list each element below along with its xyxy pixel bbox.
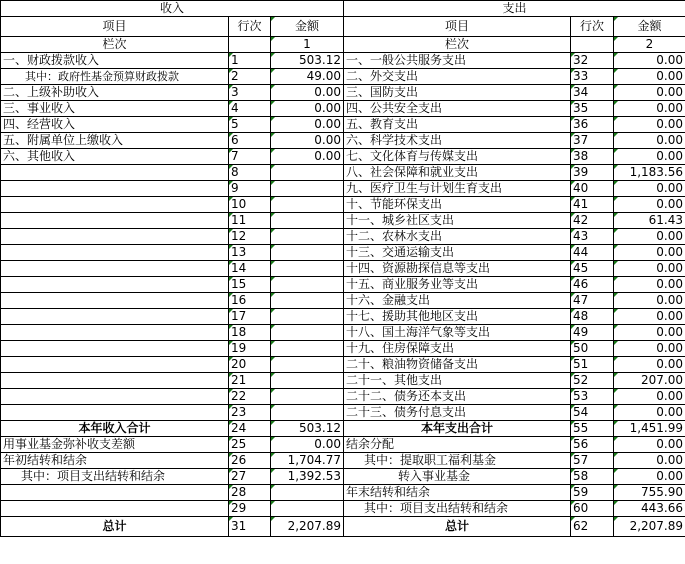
- expense-line-number: 59: [571, 485, 614, 501]
- expense-line-header: 行次: [571, 17, 614, 37]
- income-item: 三、事业收入: [1, 101, 229, 117]
- income-line-number: 15: [229, 277, 271, 293]
- expense-column-label: 栏次: [344, 37, 571, 53]
- income-line-number: 12: [229, 229, 271, 245]
- income-amount: [271, 357, 344, 373]
- table-row: [1, 213, 685, 229]
- income-amount: [271, 261, 344, 277]
- expense-item: 十五、商业服务业等支出: [344, 277, 571, 293]
- income-amount: 0.00: [271, 149, 344, 165]
- income-item: [1, 325, 229, 341]
- expense-line-number: 36: [571, 117, 614, 133]
- income-item: [1, 181, 229, 197]
- income-amount: 1,392.53: [271, 469, 344, 485]
- bottom-rows: [1, 437, 685, 517]
- table-row: [1, 325, 685, 341]
- income-total-amount: 503.12: [271, 421, 344, 437]
- income-amount: [271, 373, 344, 389]
- income-amount: [271, 405, 344, 421]
- expense-line-number: 47: [571, 293, 614, 309]
- table-row: [1, 405, 685, 421]
- income-item: [1, 165, 229, 181]
- table-row: [1, 357, 685, 373]
- grand-total-left-label: 总计: [1, 517, 229, 537]
- expense-line-number: 52: [571, 373, 614, 389]
- income-item: [1, 341, 229, 357]
- income-amount: [271, 245, 344, 261]
- income-line-number: 11: [229, 213, 271, 229]
- expense-item: 年末结转和结余: [344, 485, 571, 501]
- grand-total-right-amount: 2,207.89: [614, 517, 685, 537]
- income-item: 二、上级补助收入: [1, 85, 229, 101]
- expense-amount: 0.00: [614, 229, 685, 245]
- table-row: [1, 293, 685, 309]
- grand-total-left-line: 31: [229, 517, 271, 537]
- table-row: [1, 469, 685, 485]
- expense-column-line-blank: [571, 37, 614, 53]
- table-row: [1, 117, 685, 133]
- income-item: [1, 501, 229, 517]
- income-item: [1, 197, 229, 213]
- income-amount: 0.00: [271, 133, 344, 149]
- income-item-header: 项目: [1, 17, 229, 37]
- expense-line-number: 37: [571, 133, 614, 149]
- table-row: [1, 437, 685, 453]
- expense-item: 八、社会保障和就业支出: [344, 165, 571, 181]
- main-rows: [1, 53, 685, 421]
- income-amount: [271, 501, 344, 517]
- income-line-number: 29: [229, 501, 271, 517]
- table-row: [1, 389, 685, 405]
- income-item: [1, 245, 229, 261]
- expense-total-line: 55: [571, 421, 614, 437]
- expense-amount: 755.90: [614, 485, 685, 501]
- expense-item: 十三、交通运输支出: [344, 245, 571, 261]
- expense-item: 十六、金融支出: [344, 293, 571, 309]
- expense-amount: 0.00: [614, 277, 685, 293]
- expense-item: 五、教育支出: [344, 117, 571, 133]
- expense-item: 十、节能环保支出: [344, 197, 571, 213]
- table-row: [1, 453, 685, 469]
- expense-line-number: 33: [571, 69, 614, 85]
- income-line-number: 18: [229, 325, 271, 341]
- expense-line-number: 45: [571, 261, 614, 277]
- grand-total-right-line: 62: [571, 517, 614, 537]
- income-item: 四、经营收入: [1, 117, 229, 133]
- income-column-label: 栏次: [1, 37, 229, 53]
- expense-item: 二十一、其他支出: [344, 373, 571, 389]
- grand-total-right-label: 总计: [344, 517, 571, 537]
- expense-amount: 0.00: [614, 149, 685, 165]
- income-item: 一、财政拨款收入: [1, 53, 229, 69]
- income-line-number: 8: [229, 165, 271, 181]
- income-line-number: 20: [229, 357, 271, 373]
- expense-amount: 0.00: [614, 69, 685, 85]
- expense-item: 二、外交支出: [344, 69, 571, 85]
- expense-line-number: 51: [571, 357, 614, 373]
- income-amount: [271, 485, 344, 501]
- income-line-number: 19: [229, 341, 271, 357]
- expense-line-number: 58: [571, 469, 614, 485]
- income-amount-header: 金额: [271, 17, 344, 37]
- expense-amount: 0.00: [614, 245, 685, 261]
- table-row: [1, 309, 685, 325]
- expense-amount: 0.00: [614, 309, 685, 325]
- expense-line-number: 53: [571, 389, 614, 405]
- income-amount: [271, 213, 344, 229]
- income-total-line: 24: [229, 421, 271, 437]
- income-line-number: 27: [229, 469, 271, 485]
- expense-line-number: 40: [571, 181, 614, 197]
- expense-amount: 0.00: [614, 293, 685, 309]
- expense-item: 转入事业基金: [344, 469, 571, 485]
- income-amount: 503.12: [271, 53, 344, 69]
- expense-amount: 0.00: [614, 197, 685, 213]
- expense-amount: 0.00: [614, 261, 685, 277]
- income-item: [1, 405, 229, 421]
- expense-amount: 61.43: [614, 213, 685, 229]
- expense-line-number: 56: [571, 437, 614, 453]
- income-line-number: 22: [229, 389, 271, 405]
- table-row: [1, 53, 685, 69]
- expense-line-number: 60: [571, 501, 614, 517]
- income-amount: [271, 341, 344, 357]
- income-item: 用事业基金弥补收支差额: [1, 437, 229, 453]
- income-line-number: 23: [229, 405, 271, 421]
- expense-item: 六、科学技术支出: [344, 133, 571, 149]
- grand-total-left-amount: 2,207.89: [271, 517, 344, 537]
- table-row: [1, 229, 685, 245]
- expense-item-header: 项目: [344, 17, 571, 37]
- table-row: [1, 277, 685, 293]
- income-item: [1, 309, 229, 325]
- income-amount: [271, 277, 344, 293]
- expense-line-number: 50: [571, 341, 614, 357]
- income-column-line-blank: [229, 37, 271, 53]
- expense-amount: 0.00: [614, 389, 685, 405]
- income-column-number: 1: [271, 37, 344, 53]
- income-section-header: 收入: [1, 1, 344, 17]
- income-line-number: 26: [229, 453, 271, 469]
- expense-item: 七、文化体育与传媒支出: [344, 149, 571, 165]
- expense-line-number: 48: [571, 309, 614, 325]
- income-line-number: 28: [229, 485, 271, 501]
- expense-amount: 0.00: [614, 181, 685, 197]
- expense-line-number: 54: [571, 405, 614, 421]
- expense-line-number: 43: [571, 229, 614, 245]
- expense-item: 九、医疗卫生与计划生育支出: [344, 181, 571, 197]
- table-row: [1, 101, 685, 117]
- income-amount: [271, 197, 344, 213]
- table-row: [1, 261, 685, 277]
- expense-amount: 0.00: [614, 453, 685, 469]
- income-amount: [271, 309, 344, 325]
- income-line-number: 10: [229, 197, 271, 213]
- expense-line-number: 35: [571, 101, 614, 117]
- income-item: 五、附属单位上缴收入: [1, 133, 229, 149]
- table-row: [1, 373, 685, 389]
- income-item: [1, 373, 229, 389]
- expense-amount-header: 金额: [614, 17, 685, 37]
- expense-item: 结余分配: [344, 437, 571, 453]
- income-item: [1, 357, 229, 373]
- income-amount: [271, 293, 344, 309]
- expense-section-header: 支出: [344, 1, 685, 17]
- expense-item: 二十三、债务付息支出: [344, 405, 571, 421]
- income-line-number: 5: [229, 117, 271, 133]
- expense-amount: 443.66: [614, 501, 685, 517]
- income-line-number: 1: [229, 53, 271, 69]
- income-amount: 0.00: [271, 85, 344, 101]
- income-item: [1, 213, 229, 229]
- table-row: [1, 165, 685, 181]
- income-line-header: 行次: [229, 17, 271, 37]
- expense-item: 十七、援助其他地区支出: [344, 309, 571, 325]
- table-row: [1, 181, 685, 197]
- expense-item: 十八、国土海洋气象等支出: [344, 325, 571, 341]
- expense-line-number: 46: [571, 277, 614, 293]
- expense-item: 二十二、债务还本支出: [344, 389, 571, 405]
- income-amount: 0.00: [271, 437, 344, 453]
- table-row: [1, 485, 685, 501]
- expense-item: 十二、农林水支出: [344, 229, 571, 245]
- expense-column-number: 2: [614, 37, 685, 53]
- income-total-label: 本年收入合计: [1, 421, 229, 437]
- expense-amount: 0.00: [614, 437, 685, 453]
- income-amount: 49.00: [271, 69, 344, 85]
- expense-item: 二十、粮油物资储备支出: [344, 357, 571, 373]
- expense-amount: 207.00: [614, 373, 685, 389]
- expense-line-number: 57: [571, 453, 614, 469]
- expense-line-number: 38: [571, 149, 614, 165]
- income-line-number: 2: [229, 69, 271, 85]
- expense-amount: 0.00: [614, 357, 685, 373]
- expense-line-number: 49: [571, 325, 614, 341]
- table-row: [1, 197, 685, 213]
- income-line-number: 17: [229, 309, 271, 325]
- income-item: [1, 229, 229, 245]
- income-line-number: 4: [229, 101, 271, 117]
- income-item: [1, 293, 229, 309]
- expense-amount: 0.00: [614, 469, 685, 485]
- expense-line-number: 34: [571, 85, 614, 101]
- expense-amount: 0.00: [614, 133, 685, 149]
- expense-item: 一、一般公共服务支出: [344, 53, 571, 69]
- table-row: [1, 501, 685, 517]
- expense-item: 十九、住房保障支出: [344, 341, 571, 357]
- income-item: [1, 485, 229, 501]
- income-amount: [271, 165, 344, 181]
- table-row: [1, 341, 685, 357]
- expense-amount: 0.00: [614, 341, 685, 357]
- expense-line-number: 42: [571, 213, 614, 229]
- income-amount: 0.00: [271, 101, 344, 117]
- table-row: [1, 245, 685, 261]
- income-item: 年初结转和结余: [1, 453, 229, 469]
- income-amount: [271, 181, 344, 197]
- income-amount: 0.00: [271, 117, 344, 133]
- income-amount: [271, 229, 344, 245]
- expense-item: 十四、资源勘探信息等支出: [344, 261, 571, 277]
- expense-amount: 0.00: [614, 117, 685, 133]
- income-line-number: 13: [229, 245, 271, 261]
- income-amount: [271, 325, 344, 341]
- income-line-number: 25: [229, 437, 271, 453]
- income-item: [1, 261, 229, 277]
- table-row: [1, 149, 685, 165]
- income-item: [1, 389, 229, 405]
- income-line-number: 16: [229, 293, 271, 309]
- income-line-number: 9: [229, 181, 271, 197]
- income-line-number: 21: [229, 373, 271, 389]
- income-item: 其中：政府性基金预算财政拨款: [1, 69, 229, 85]
- expense-item: 其中：项目支出结转和结余: [344, 501, 571, 517]
- income-line-number: 3: [229, 85, 271, 101]
- expense-total-amount: 1,451.99: [614, 421, 685, 437]
- income-amount: 1,704.77: [271, 453, 344, 469]
- income-item: [1, 277, 229, 293]
- expense-line-number: 32: [571, 53, 614, 69]
- expense-amount: 1,183.56: [614, 165, 685, 181]
- income-item: 六、其他收入: [1, 149, 229, 165]
- expense-amount: 0.00: [614, 325, 685, 341]
- expense-line-number: 39: [571, 165, 614, 181]
- expense-total-label: 本年支出合计: [344, 421, 571, 437]
- table-row: [1, 133, 685, 149]
- expense-item: 四、公共安全支出: [344, 101, 571, 117]
- income-item: 其中：项目支出结转和结余: [1, 469, 229, 485]
- expense-amount: 0.00: [614, 85, 685, 101]
- income-line-number: 14: [229, 261, 271, 277]
- table-row: [1, 85, 685, 101]
- expense-amount: 0.00: [614, 405, 685, 421]
- expense-line-number: 44: [571, 245, 614, 261]
- table-row: [1, 69, 685, 85]
- income-line-number: 7: [229, 149, 271, 165]
- expense-item: 其中：提取职工福利基金: [344, 453, 571, 469]
- income-line-number: 6: [229, 133, 271, 149]
- expense-line-number: 41: [571, 197, 614, 213]
- expense-amount: 0.00: [614, 101, 685, 117]
- income-amount: [271, 389, 344, 405]
- expense-amount: 0.00: [614, 53, 685, 69]
- expense-item: 三、国防支出: [344, 85, 571, 101]
- expense-item: 十一、城乡社区支出: [344, 213, 571, 229]
